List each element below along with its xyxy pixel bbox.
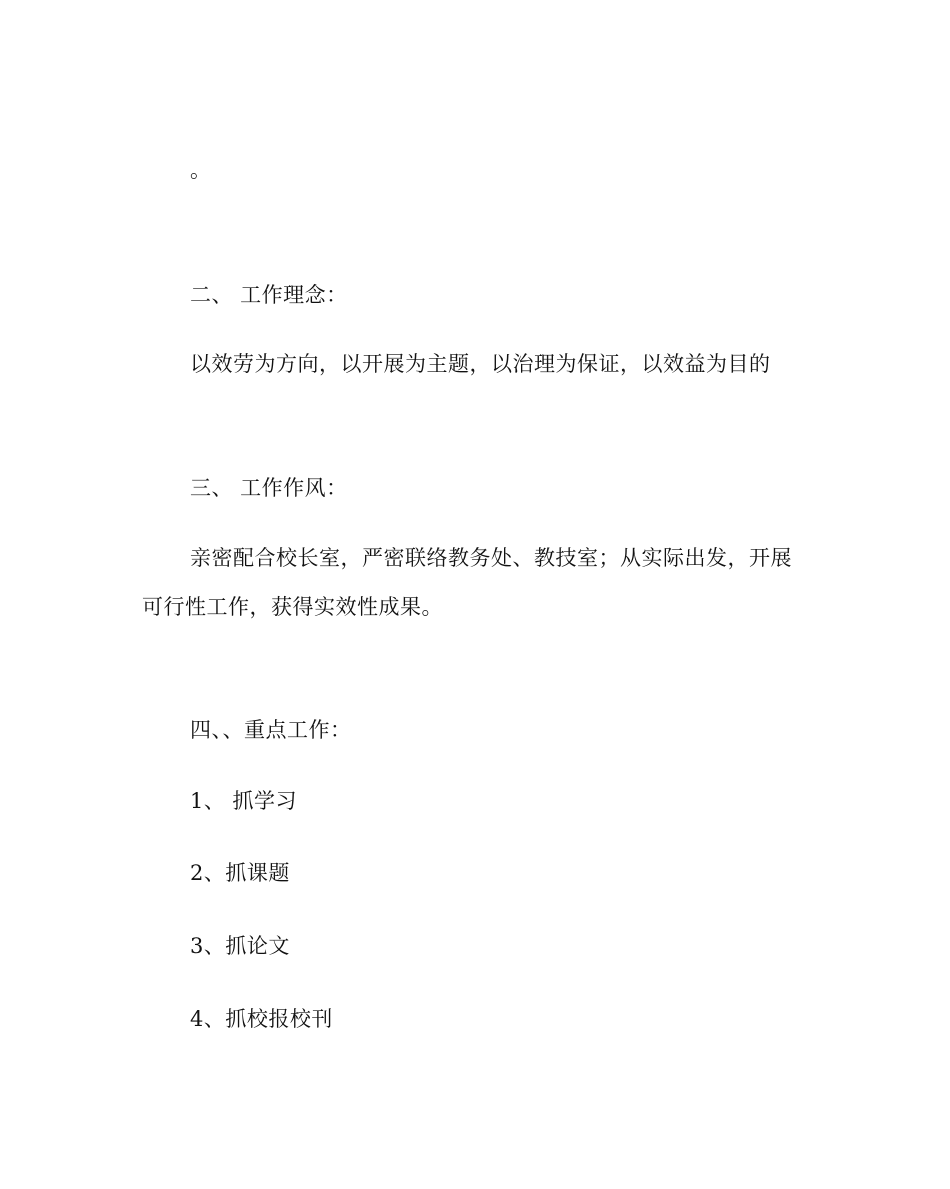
- section-heading-work-style: 三、 工作作风：: [190, 476, 348, 500]
- key-work-item-4: 4、抓校报校刊: [190, 1007, 333, 1031]
- key-work-item-3: 3、抓论文: [190, 934, 290, 958]
- key-work-item-1: 1、 抓学习: [190, 789, 298, 813]
- work-philosophy-text: 以效劳为方向，以开展为主题，以治理为保证，以效益为目的: [190, 352, 771, 376]
- section-heading-work-philosophy: 二、 工作理念：: [190, 283, 348, 307]
- trailing-period: 。: [190, 158, 212, 182]
- work-style-text-line-2: 可行性工作，获得实效性成果。: [142, 595, 443, 619]
- work-style-text-line-1: 亲密配合校长室，严密联络教务处、教技室；从实际出发，开展: [190, 546, 792, 570]
- section-heading-key-work: 四、、重点工作：: [190, 718, 352, 742]
- key-work-item-2: 2、抓课题: [190, 861, 290, 885]
